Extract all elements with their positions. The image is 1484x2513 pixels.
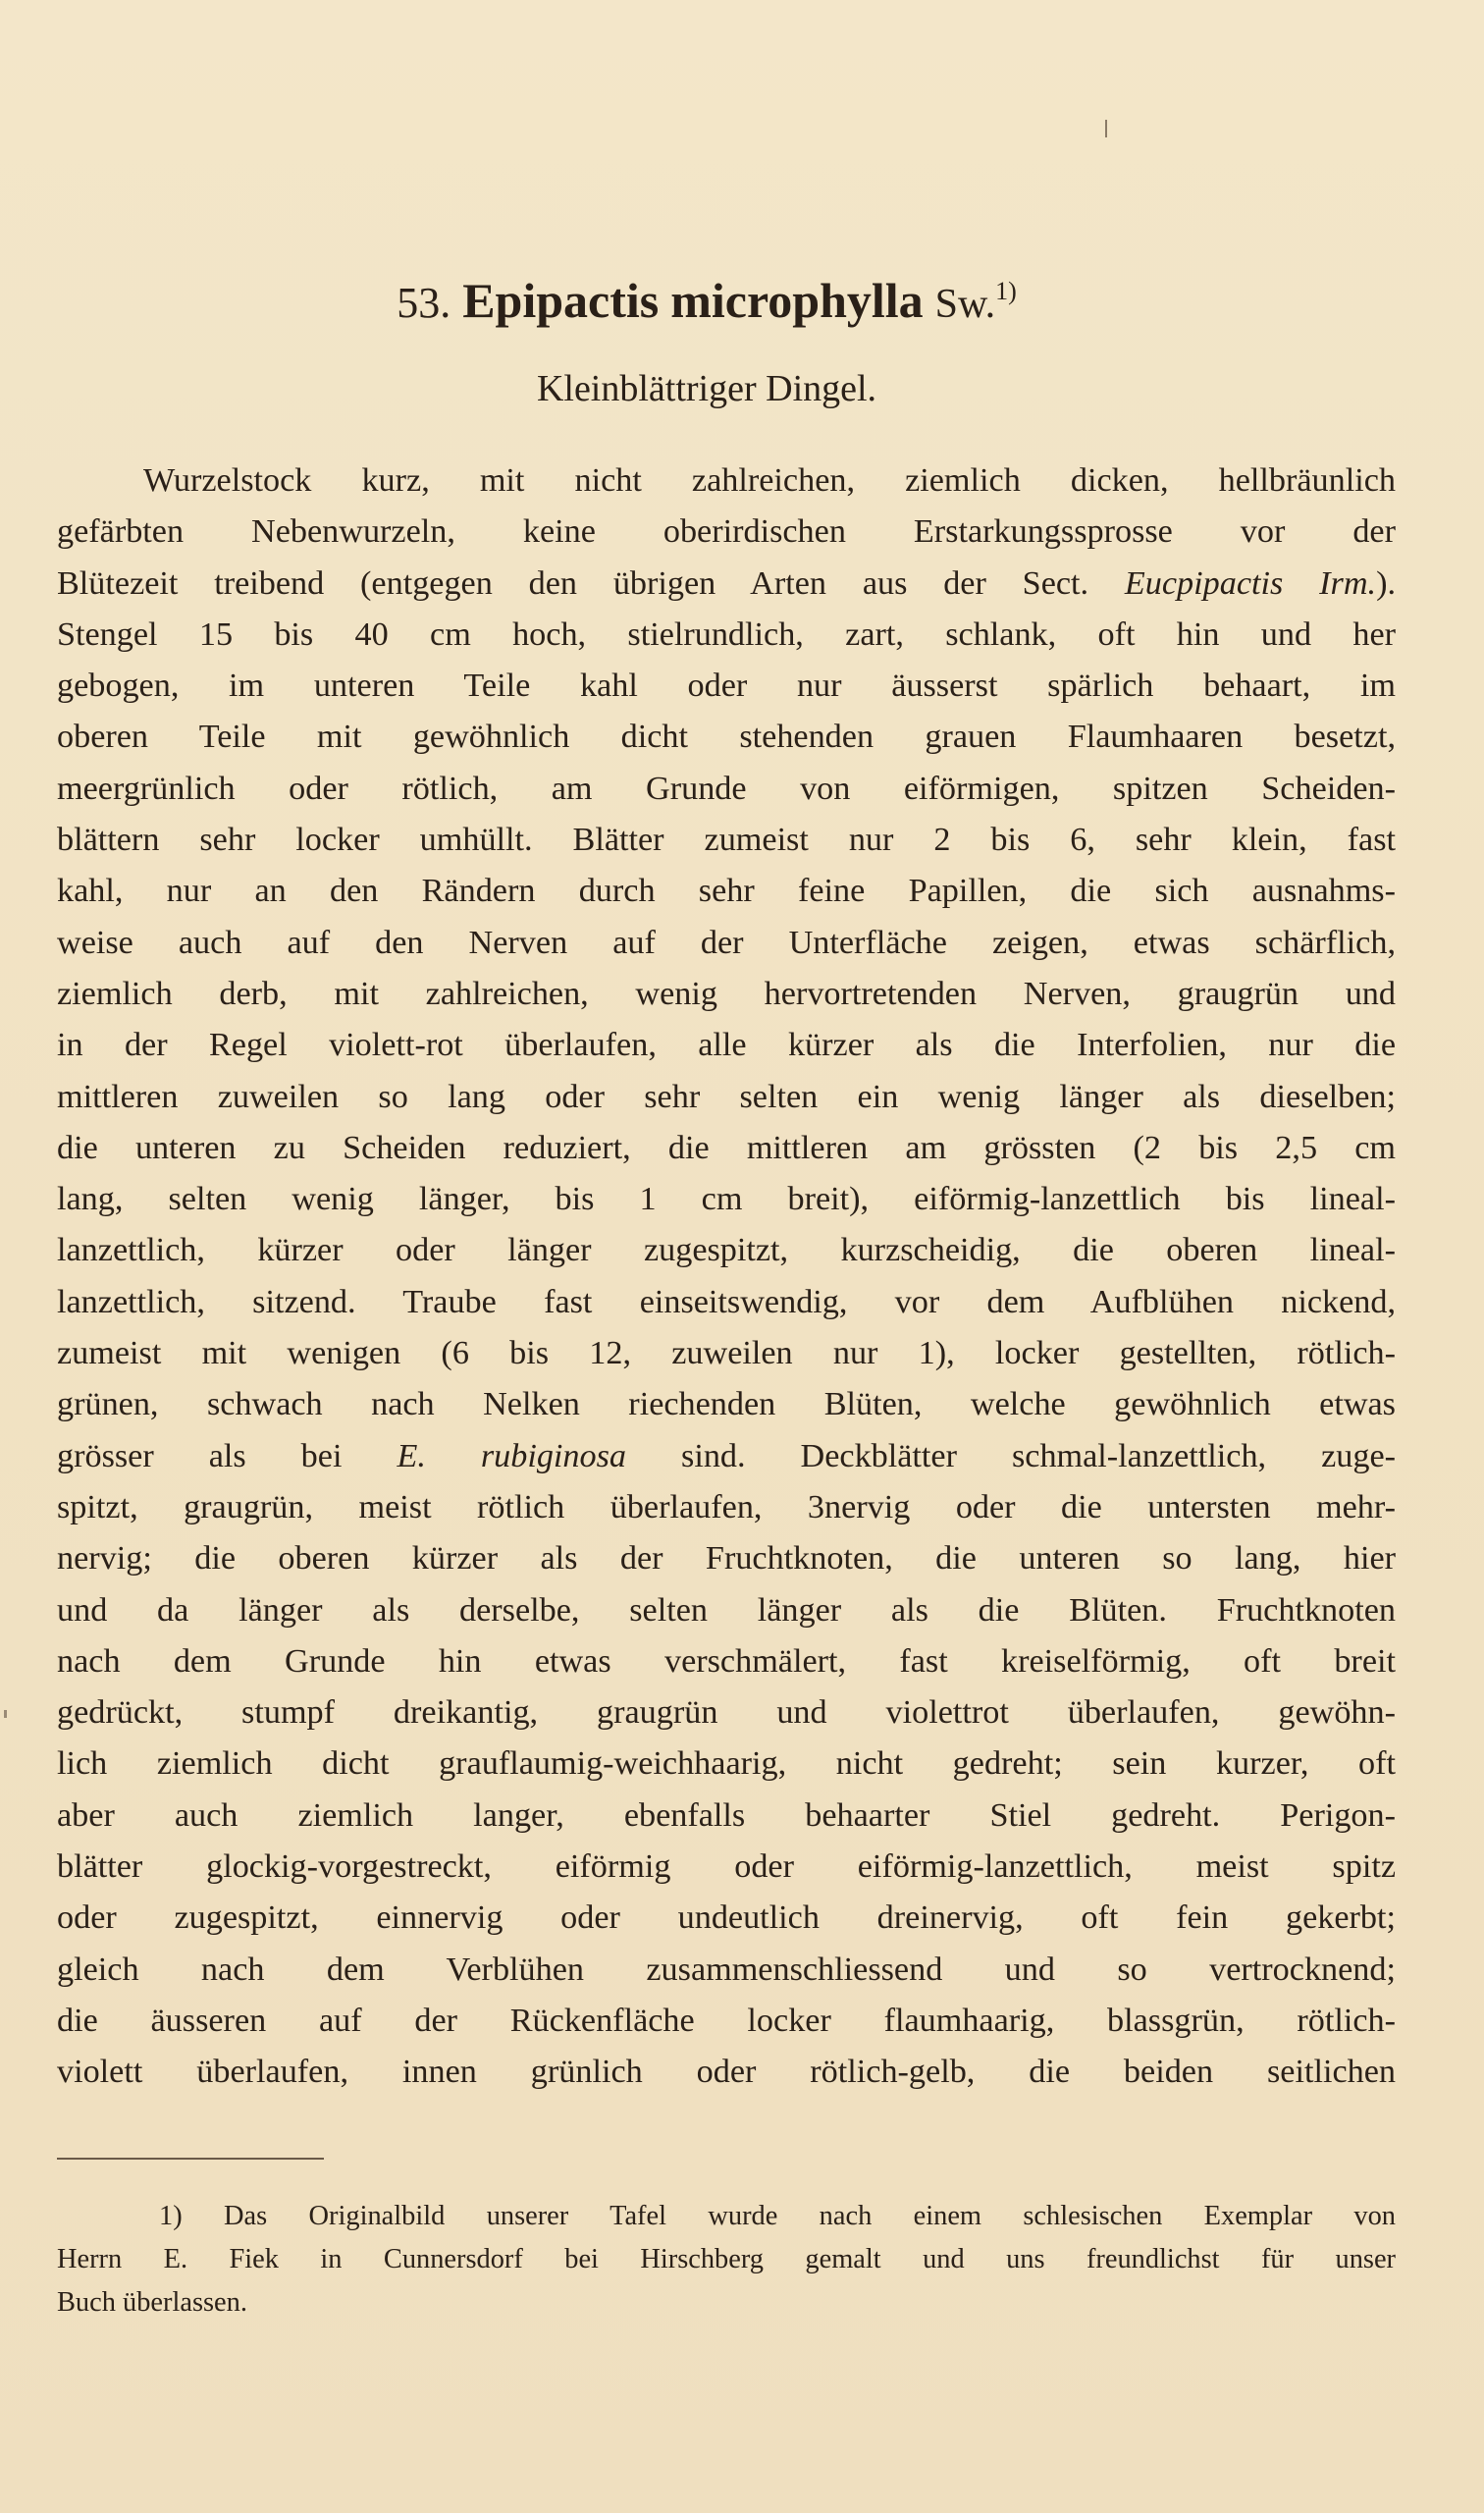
- edge-mark: [1105, 120, 1107, 137]
- author-abbrev: Sw.: [934, 282, 996, 327]
- text-line: Wurzelstock kurz, mit nicht zahlreichen, ziemlich dicken, hellbräunlich: [143, 462, 1396, 499]
- text-line: lanzettlich, sitzend. Traube fast einseitswendig, vor dem Aufblühen nickend,: [57, 1283, 1396, 1320]
- text-line: lanzettlich, kürzer oder länger zugespitzt, kurzscheidig, die oberen lineal-: [57, 1232, 1396, 1269]
- footnote: [57, 2195, 1396, 2325]
- footnote-line: 1) Das Originalbild unserer Tafel wurde nach einem schlesischen Exemplar von: [159, 2201, 1396, 2231]
- genus-name: Epipactis: [462, 273, 660, 328]
- text-line: [57, 1431, 1396, 1482]
- common-name: Kleinblättriger Dingel.: [536, 368, 877, 409]
- text-line: aber auch ziemlich langer, ebenfalls behaarter Stiel gedreht. Perigon-: [57, 1796, 1396, 1834]
- text-line: blätter glockig-vorgestreckt, eiförmig oder eiförmig-lanzettlich, meist spitz: [57, 1848, 1396, 1886]
- species-heading: [0, 257, 1413, 339]
- text-line: Stengel 15 bis 40 cm hoch, stielrundlich, zart, schlank, oft hin und her: [57, 615, 1396, 653]
- text-line: nach dem Grunde hin etwas verschmälert, fast kreiselförmig, oft breit: [57, 1642, 1396, 1680]
- footnote-reference: 1): [995, 277, 1017, 305]
- text-line: in der Regel violett-rot überlaufen, alle kürzer als die Interfolien, nur die: [57, 1027, 1396, 1064]
- text-line: meergrünlich oder rötlich, am Grunde von eiförmigen, spitzen Scheiden-: [57, 770, 1396, 807]
- text-line: gleich nach dem Verblühen zusammenschliessend und so vertrocknend;: [57, 1951, 1396, 1988]
- text-line: die unteren zu Scheiden reduziert, die mittleren am grössten (2 bis 2,5 cm: [57, 1129, 1396, 1166]
- footnote-line: Buch überlassen.: [57, 2287, 247, 2318]
- text-line: gebogen, im unteren Teile kahl oder nur äusserst spärlich behaart, im: [57, 668, 1396, 705]
- section-name: Eucpipactis Irm.: [1124, 564, 1377, 602]
- text-line: oberen Teile mit gewöhnlich dicht stehenden grauen Flaumhaaren besetzt,: [57, 719, 1396, 756]
- species-number: 53.: [397, 279, 451, 327]
- text-line: lang, selten wenig länger, bis 1 cm breit), eiförmig-lanzettlich bis lineal-: [57, 1181, 1396, 1218]
- text-line: kahl, nur an den Rändern durch sehr feine Papillen, die sich ausnahms-: [57, 873, 1396, 910]
- text-line: blättern sehr locker umhüllt. Blätter zumeist nur 2 bis 6, sehr klein, fast: [57, 822, 1396, 859]
- text-line-part: ).: [1376, 564, 1396, 602]
- text-line: spitzt, graugrün, meist rötlich überlaufen, 3nervig oder die untersten mehr-: [57, 1488, 1396, 1525]
- text-line: mittleren zuweilen so lang oder sehr selten ein wenig länger als dieselben;: [57, 1078, 1396, 1115]
- text-line: oder zugespitzt, einnervig oder undeutlich dreinervig, oft fein gekerbt;: [57, 1899, 1396, 1937]
- text-line: gefärbten Nebenwurzeln, keine oberirdischen Erstarkungssprosse vor der: [57, 513, 1396, 551]
- text-line: lich ziemlich dicht grauflaumig-weichhaarig, nicht gedreht; sein kurzer, oft: [57, 1745, 1396, 1783]
- footnote-divider: [57, 2158, 324, 2160]
- text-line: gedrückt, stumpf dreikantig, graugrün und violettrot überlaufen, gewöhn-: [57, 1694, 1396, 1732]
- species-reference: E. rubiginosa: [397, 1437, 627, 1474]
- footnote-line: Herrn E. Fiek in Cunnersdorf bei Hirschberg gemalt und uns freundlichst für unser: [57, 2244, 1396, 2274]
- text-line: zumeist mit wenigen (6 bis 12, zuweilen nur 1), locker gestellten, rötlich-: [57, 1335, 1396, 1372]
- text-line: ziemlich derb, mit zahlreichen, wenig hervortretenden Nerven, graugrün und: [57, 975, 1396, 1012]
- text-line: violett überlaufen, innen grünlich oder rötlich-gelb, die beiden seitlichen: [57, 2054, 1396, 2091]
- text-line-part: grösser als bei: [57, 1437, 398, 1474]
- text-line: die äusseren auf der Rückenfläche locker flaumhaarig, blassgrün, rötlich-: [57, 2002, 1396, 2039]
- text-line: grünen, schwach nach Nelken riechenden Blüten, welche gewöhnlich etwas: [57, 1386, 1396, 1423]
- text-line-part: Blütezeit treibend (entgegen den übrigen Arten aus der Sect.: [57, 564, 1125, 602]
- species-name: microphylla: [670, 273, 924, 328]
- text-line: nervig; die oberen kürzer als der Fruchtknoten, die unteren so lang, hier: [57, 1540, 1396, 1577]
- text-line: weise auch auf den Nerven auf der Unterfläche zeigen, etwas schärflich,: [57, 924, 1396, 961]
- text-line-part: sind. Deckblätter schmal-lanzettlich, zuge-: [626, 1437, 1396, 1474]
- text-line: und da länger als derselbe, selten länger als die Blüten. Fruchtknoten: [57, 1591, 1396, 1629]
- edge-speck: [4, 1710, 7, 1718]
- text-line: [57, 559, 1396, 610]
- description-text: [57, 455, 1396, 2099]
